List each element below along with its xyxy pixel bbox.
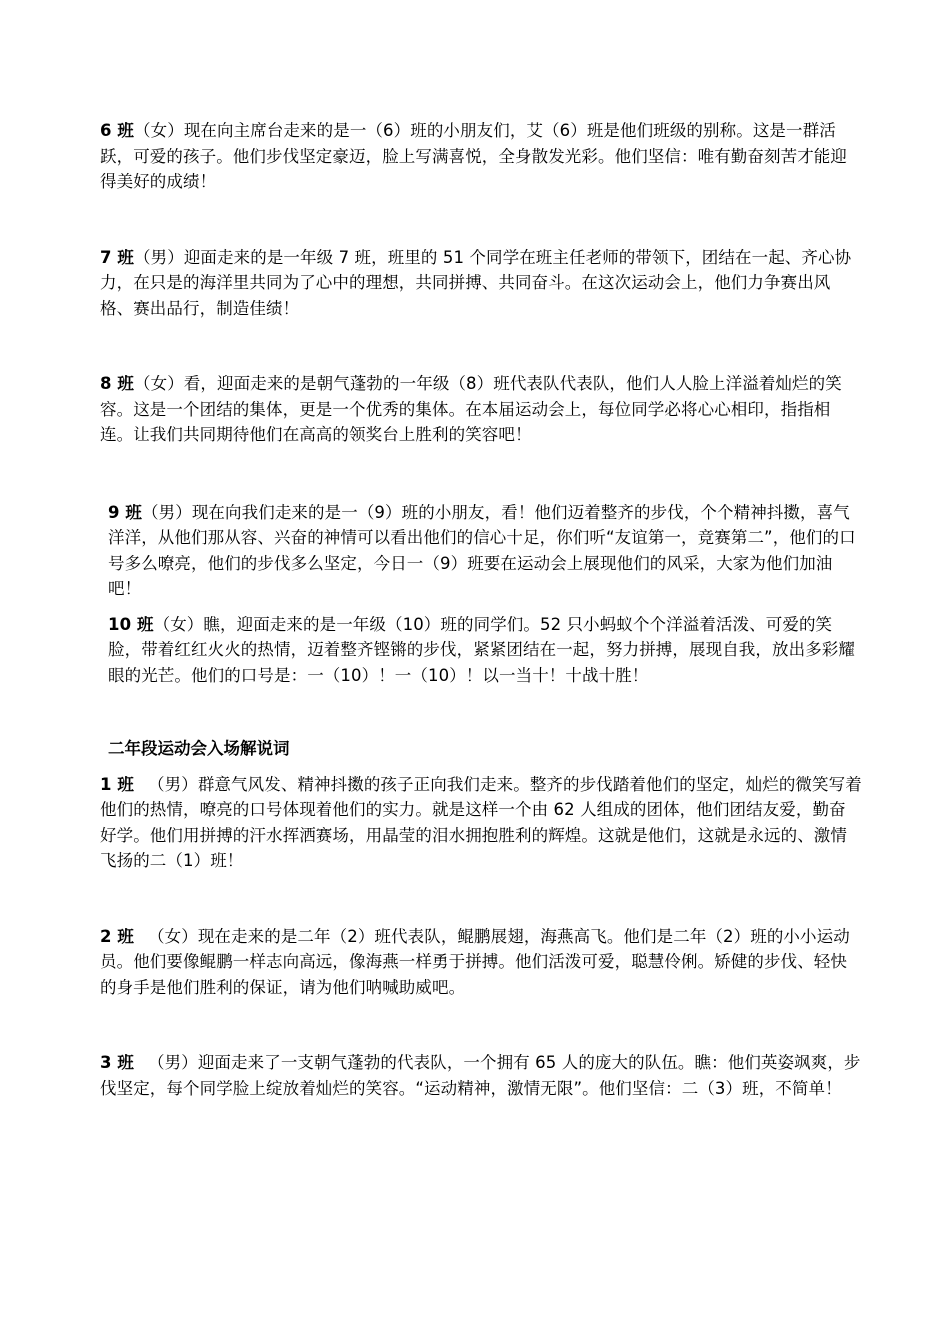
class-label: 7 班 — [100, 247, 135, 267]
class-label: 10 班 — [108, 614, 154, 634]
paragraph-grade2-class-2 — [100, 924, 862, 1001]
paragraph-class-8 — [100, 371, 862, 448]
paragraph-text: （女）现在走来的是二年（2）班代表队，鲲鹏展翅，海燕高飞。他们是二年（2）班的小小运动员。他们要像鲲鹏一样志向高远，像海燕一样勇于拼搏。他们活泼可爱，聪慧伶俐。矫健的步伐、轻快的身手是他们胜利的保证，请为他们呐喊助威吧。 — [100, 926, 850, 997]
paragraph-class-6 — [100, 118, 862, 195]
class-label: 3 班 — [100, 1053, 135, 1072]
paragraph-grade2-class-1 — [100, 772, 862, 874]
class-label: 1 班 — [100, 774, 135, 794]
paragraph-text: （男）群意气风发、精神抖擞的孩子正向我们走来。整齐的步伐踏着他们的坚定，灿烂的微笑写着他们的热情，嘹亮的口号体现着他们的实力。就是这样一个由 62 人组成的团体，他们团结友爱，勤奋好学。他们用拼搏的汗水挥洒赛场，用晶莹的泪水拥抱胜利的辉煌。这就是他们，这就是永远的、激情飞扬的二（1）班！ — [100, 774, 862, 870]
document-page — [100, 118, 862, 1101]
class-label: 8 班 — [100, 374, 135, 393]
paragraph-text: （女）瞧，迎面走来的是一年级（10）班的同学们。52 只小蚂蚁个个洋溢着活泼、可爱的笑脸，带着红红火火的热情，迈着整齐铿锵的步伐，紧紧团结在一起，努力拼搏，展现自我，放出多彩耀眼的光芒。他们的口号是：一（10）！一（10）！以一当十！十战十胜！ — [108, 614, 855, 685]
paragraph-text: （男）迎面走来了一支朝气蓬勃的代表队，一个拥有 65 人的庞大的队伍。瞧：他们英姿飒爽，步伐坚定，每个同学脸上绽放着灿烂的笑容。“运动精神，激情无限”。他们坚信：二（3）班，不简单！ — [100, 1053, 861, 1098]
class-label: 2 班 — [100, 926, 135, 946]
paragraph-class-9 — [100, 500, 862, 602]
paragraph-text: （男）现在向我们走来的是一（9）班的小朋友，看！他们迈着整齐的步伐，个个精神抖擞，喜气洋洋，从他们那从容、兴奋的神情可以看出他们的信心十足，你们听“友谊第一，竞赛第二”，他们的口号多么嘹亮，他们的步伐多么坚定，今日一（9）班要在运动会上展现他们的风采，大家为他们加油吧！ — [108, 502, 856, 598]
paragraph-grade2-class-3 — [100, 1050, 862, 1101]
paragraph-text: （女）现在向主席台走来的是一（6）班的小朋友们，艾（6）班是他们班级的别称。这是一群活跃，可爱的孩子。他们步伐坚定豪迈，脸上写满喜悦，全身散发光彩。他们坚信：唯有勤奋刻苦才能迎得美好的成绩！ — [100, 121, 847, 191]
paragraph-class-10 — [100, 612, 862, 689]
paragraph-text: （女）看，迎面走来的是朝气蓬勃的一年级（8）班代表队代表队，他们人人脸上洋溢着灿烂的笑容。这是一个团结的集体，更是一个优秀的集体。在本届运动会上，每位同学必将心心相印，指指相连。让我们共同期待他们在高高的领奖台上胜利的笑容吧！ — [100, 374, 842, 444]
paragraph-class-7 — [100, 245, 862, 322]
class-label: 6 班 — [100, 121, 135, 140]
paragraph-text: （男）迎面走来的是一年级 7 班，班里的 51 个同学在班主任老师的带领下，团结在一起、齐心协力，在只是的海洋里共同为了心中的理想，共同拼搏、共同奋斗。在这次运动会上，他们力争赛出风格、赛出品行，制造佳绩！ — [100, 247, 852, 318]
section-heading: 二年段运动会入场解说词 — [108, 739, 290, 758]
class-label: 9 班 — [108, 502, 143, 522]
